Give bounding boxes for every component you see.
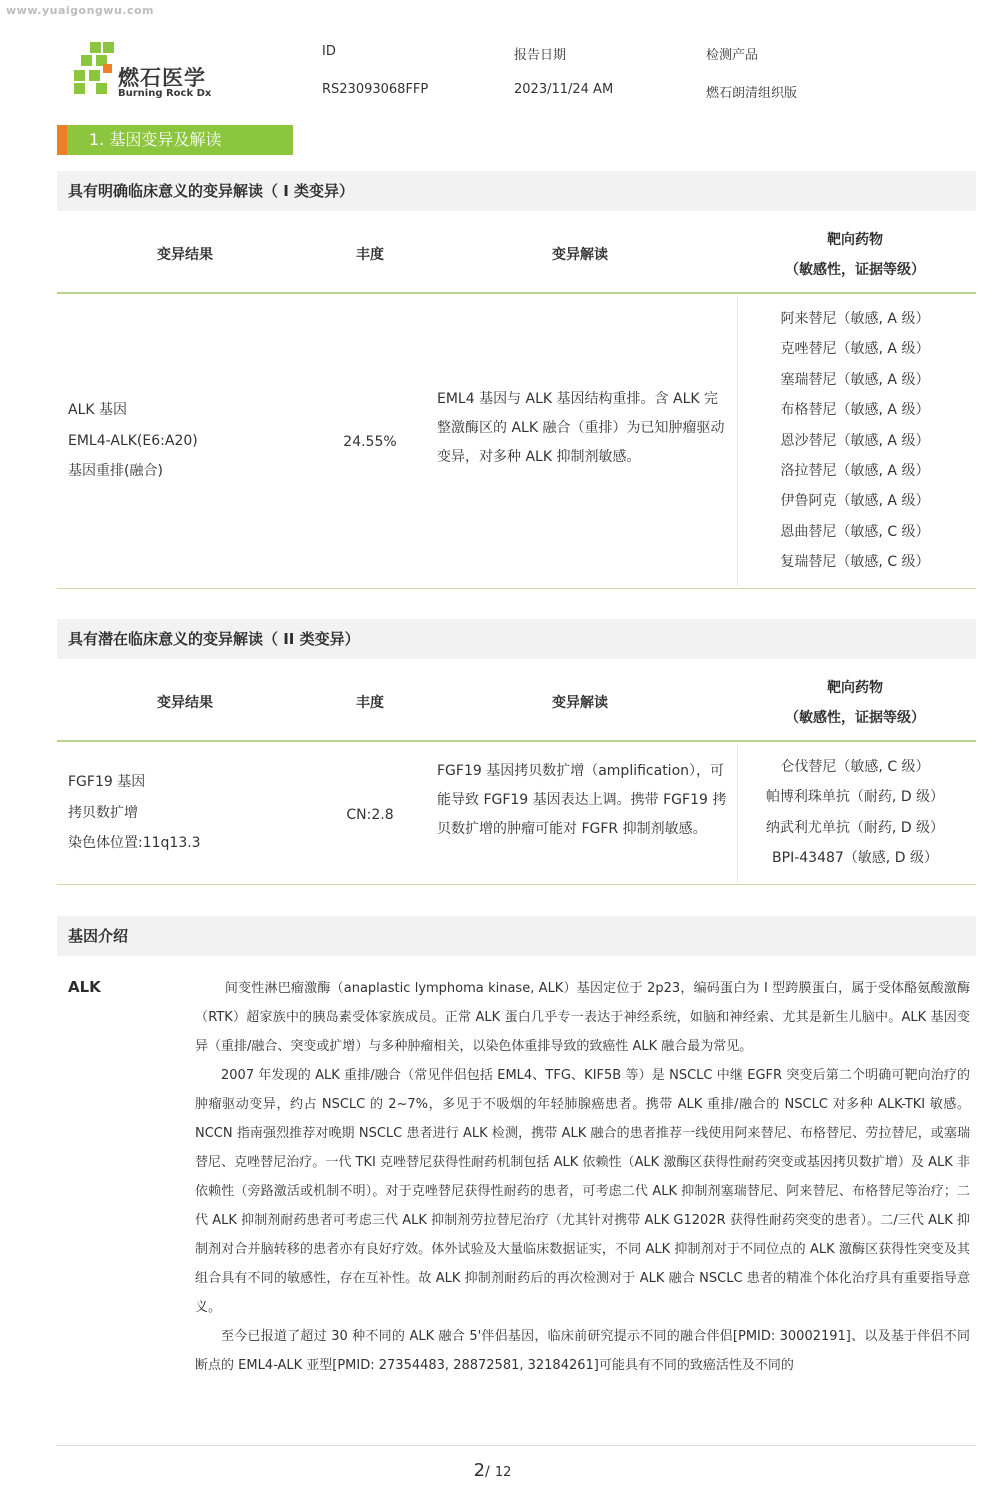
class1-header-rule — [57, 292, 976, 294]
class1-title: 具有明确临床意义的变异解读（ I 类变异） — [57, 171, 976, 211]
drug-item: 洛拉替尼（敏感, A 级） — [780, 463, 930, 480]
class2-header-abundance: 丰度 — [356, 695, 384, 711]
gene-paragraph: 至今已报道了超过 30 种不同的 ALK 融合 5'伴侣基因，临床前研究提示不同的融合伴侣[PMID: 30002191]、以及基于伴侣不同断点的 EML4-ALK 亚型[PMID: 27354483, 28872581, 32184261]可能具有不同的致癌活性及不同的 — [195, 1329, 970, 1373]
drug-item: 克唑替尼（敏感, A 级） — [780, 341, 930, 358]
gene-name: ALK — [68, 978, 101, 996]
gene-paragraph: 间变性淋巴瘤激酶（anaplastic lymphoma kinase, ALK）基因定位于 2p23，编码蛋白为 I 型跨膜蛋白，属于受体酪氨酸激酶（RTK）超家族中的胰岛素受体家族成员。正常 ALK 蛋白几乎专一表达于神经系统，如脑和神经索、尤其是新生儿脑中。ALK 基因变异（重排/融合、突变或扩增）与多种肿瘤相关，以染色体重排导致的致癌性 ALK 融合最为常见。 — [195, 981, 970, 1054]
gene-description — [195, 974, 970, 1380]
class1-column-divider — [737, 296, 738, 586]
class1-header-drugs-sub: （敏感性，证据等级） — [785, 262, 925, 278]
drug-item: 帕博利珠单抗（耐药, D 级） — [765, 789, 945, 806]
class2-header-interpretation: 变异解读 — [552, 695, 608, 711]
class1-result-line: EML4-ALK(E6:A20) — [68, 432, 198, 449]
drug-item: 布格替尼（敏感, A 级） — [780, 402, 930, 419]
class2-header-drugs-sub: （敏感性，证据等级） — [785, 710, 925, 726]
class1-drug-list — [740, 304, 970, 578]
class2-bottom-rule — [57, 884, 976, 885]
meta-id-label: ID — [322, 44, 336, 59]
class2-result-line: 拷贝数扩增 — [68, 804, 138, 821]
class2-abundance: CN:2.8 — [346, 807, 394, 823]
gene-intro-title: 基因介绍 — [57, 916, 976, 956]
class1-header-result: 变异结果 — [157, 247, 213, 263]
logo-text-en: Burning Rock Dx — [118, 88, 212, 99]
drug-item: 阿来替尼（敏感, A 级） — [780, 311, 930, 327]
meta-product-value: 燃石朗清组织版 — [706, 86, 798, 101]
meta-report-date-label: 报告日期 — [514, 48, 567, 63]
class1-bottom-rule — [57, 588, 976, 589]
class1-result-line: ALK 基因 — [68, 402, 128, 418]
gene-paragraph: 2007 年发现的 ALK 重排/融合（常见伴侣包括 EML4、TFG、KIF5B 等）是 NSCLC 中继 EGFR 突变后第二个明确可靶向治疗的肿瘤驱动变异，约占 NSCLC 的 2~7%，多见于不吸烟的年轻肺腺癌患者。携带 ALK 重排/融合的 NSCLC 对多种 ALK-TKI 敏感。NCCN 指南强烈推荐对晚期 NSCLC 患者进行 ALK 检测，携带 ALK 融合的患者推荐一线使用阿来替尼、布格替尼、劳拉替尼，或塞瑞替尼、克唑替尼治疗。一代 TKI 克唑替尼获得性耐药机制包括 ALK 依赖性（ALK 激酶区获得性耐药突变或基因拷贝数扩增）及 ALK 非依赖性（旁路激活或机制不明）。对于克唑替尼获得性耐药的患者，可考虑二代 ALK 抑制剂塞瑞替尼、阿来替尼、布格替尼等治疗；二代 ALK 抑制剂耐药患者可考虑三代 ALK 抑制剂劳拉替尼治疗（尤其针对携带 ALK G1202R 获得性耐药突变的患者）。二/三代 ALK 抑制剂对合并脑转移的患者亦有良好疗效。体外试验及大量临床数据证实，不同 ALK 抑制剂对于不同位点的 ALK 激酶区获得性突变及其组合具有不同的敏感性，存在互补性。故 ALK 抑制剂耐药后的再次检测对于 ALK 融合 NSCLC 患者的精准个体化治疗具有重要指导意义。 — [195, 1068, 970, 1315]
drug-item: 纳武利尤单抗（耐药, D 级） — [765, 819, 945, 836]
class1-header-abundance: 丰度 — [356, 247, 384, 263]
drug-item: 恩沙替尼（敏感, A 级） — [780, 432, 930, 449]
drug-item: BPI-43487（敏感, D 级） — [772, 850, 938, 867]
class2-header-rule — [57, 740, 976, 742]
class1-result — [68, 395, 198, 487]
class2-result-line: 染色体位置:11q13.3 — [68, 835, 201, 851]
class2-drug-list — [740, 752, 970, 874]
drug-item: 伊鲁阿克（敏感, A 级） — [780, 493, 930, 510]
class2-result — [68, 767, 201, 859]
meta-id-value: RS23093068FFP — [322, 82, 429, 97]
drug-item: 塞瑞替尼（敏感, A 级） — [780, 371, 930, 388]
watermark: www.yuaigongwu.com — [6, 4, 155, 17]
class1-abundance: 24.55% — [343, 434, 397, 450]
footer-rule — [57, 1445, 976, 1446]
logo-mark-icon — [72, 40, 118, 100]
drug-item: 恩曲替尼（敏感, C 级） — [780, 523, 930, 540]
class1-header-drugs: 靶向药物 — [827, 232, 883, 248]
class2-result-line: FGF19 基因 — [68, 774, 146, 790]
page-separator: / — [485, 1464, 490, 1480]
class2-title: 具有潜在临床意义的变异解读（ II 类变异） — [57, 619, 976, 659]
meta-product-label: 检测产品 — [706, 48, 759, 63]
class1-interpretation: EML4 基因与 ALK 基因结构重排。含 ALK 完整激酶区的 ALK 融合（重排）为已知肿瘤驱动变异，对多种 ALK 抑制剂敏感。 — [437, 391, 725, 465]
class2-header-drugs: 靶向药物 — [827, 680, 883, 696]
page-current: 2 — [473, 1460, 486, 1481]
brand-logo — [72, 40, 212, 100]
logo-text-cn: 燃石医学 — [118, 66, 206, 90]
class1-header-interpretation: 变异解读 — [552, 247, 608, 263]
drug-item: 仑伐替尼（敏感, C 级） — [780, 759, 930, 775]
drug-item: 复瑞替尼（敏感, C 级） — [780, 554, 930, 571]
section-title: 1. 基因变异及解读 — [57, 125, 293, 155]
class2-column-divider — [737, 745, 738, 883]
meta-report-date-value: 2023/11/24 AM — [514, 82, 614, 97]
class2-interpretation: FGF19 基因拷贝数扩增（amplification），可能导致 FGF19 基因表达上调。携带 FGF19 拷贝数扩增的肿瘤可能对 FGFR 抑制剂敏感。 — [437, 763, 727, 837]
page-number — [0, 1460, 985, 1481]
page-total: 12 — [494, 1465, 512, 1480]
class1-result-line: 基因重排(融合) — [68, 463, 163, 479]
class2-header-result: 变异结果 — [157, 695, 213, 711]
